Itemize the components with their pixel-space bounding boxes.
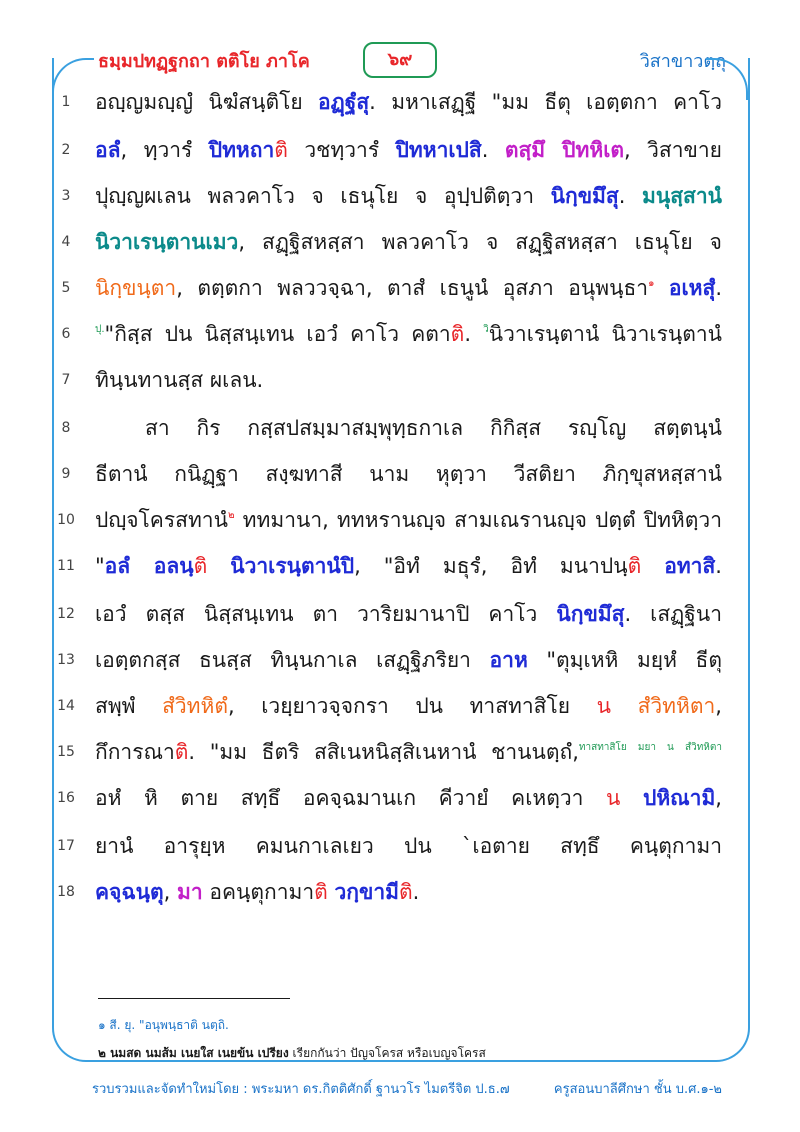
line-number: 7 xyxy=(61,372,71,388)
text-segment: ธีตานํ กนิฏฺฐา สงฺฆทาสี นาม หุตฺวา วีสติยา ภิกฺขุสหสฺสานํ xyxy=(95,462,722,486)
text-segment: , xyxy=(715,786,722,810)
text-segment: ปญฺจโครสทานํ xyxy=(95,508,228,532)
line-text xyxy=(95,222,722,262)
text-segment: , เวยฺยาวจฺจกรา ปน ทาสทาสิโย xyxy=(228,694,597,718)
text-segment: ทินฺนทานสฺส ผเลน. xyxy=(95,368,264,392)
text-line xyxy=(0,872,800,912)
text-segment: อคนฺตุกามา xyxy=(202,880,315,904)
text-segment xyxy=(641,554,664,578)
line-text xyxy=(95,360,722,400)
line-number: 15 xyxy=(57,744,75,760)
text-segment: ปหิณามิ xyxy=(643,786,716,810)
line-text xyxy=(95,500,722,540)
line-text xyxy=(95,686,722,726)
text-segment: นิวาเรนฺตานํปิ xyxy=(230,554,355,578)
text-segment: อลํ อลนฺ xyxy=(104,554,194,578)
line-number: 6 xyxy=(61,326,71,342)
line-number: 14 xyxy=(57,698,75,714)
superscript-marker: วิ xyxy=(483,324,489,335)
text-line xyxy=(0,222,800,262)
line-text xyxy=(95,268,722,308)
line-text xyxy=(95,640,722,680)
text-segment: กึการณา xyxy=(95,740,175,764)
line-number: 12 xyxy=(57,606,75,622)
text-segment: วกฺขามี xyxy=(334,880,399,904)
text-segment: . xyxy=(412,880,420,904)
text-segment: , "อิทํ มธุรํ, อิทํ มนาปนฺ xyxy=(354,554,628,578)
text-segment: . เสฏฺฐินา xyxy=(624,602,723,626)
text-segment: ปิทหาเปสิ xyxy=(395,138,482,162)
line-number: 4 xyxy=(61,234,71,250)
text-segment: . xyxy=(481,138,505,162)
text-segment: เอตฺตกสฺส ธนสฺส ทินฺนกาเล เสฏฺฐิภริยา xyxy=(95,648,490,672)
text-segment: . xyxy=(715,276,722,300)
text-line xyxy=(0,778,800,818)
line-text xyxy=(95,872,722,912)
text-segment xyxy=(620,786,643,810)
line-text xyxy=(95,546,722,586)
footnote-1: ๑ สี. ยุ. "อนุพนฺธาติ นตฺถิ. xyxy=(98,1018,229,1032)
text-segment: เอวํ ตสฺส นิสฺสนฺเทน ตา วาริยมานาปิ คาโว xyxy=(95,602,557,626)
text-segment: ททมานา, ททหรานญฺจ สามเณรานญฺจ ปตฺตํ ปิทหิตฺวา xyxy=(234,508,722,532)
text-segment xyxy=(611,694,638,718)
text-segment: "กิสฺส ปน นิสฺสนฺเทน เอวํ คาโว คตา xyxy=(104,322,451,346)
text-line xyxy=(0,594,800,634)
line-text xyxy=(95,314,722,354)
page-number-badge: ๖๙ xyxy=(363,42,437,78)
text-segment: นิวาเรนฺตานเมว xyxy=(95,230,239,254)
text-segment: น xyxy=(606,786,621,810)
text-segment: อทาสิ xyxy=(664,554,716,578)
footnote-2 xyxy=(98,1044,486,1063)
text-segment: ติ xyxy=(314,880,328,904)
text-segment: อเหสุํ xyxy=(668,276,716,300)
line-text xyxy=(95,778,722,818)
text-line xyxy=(0,500,800,540)
text-segment: อญฺญมญฺญํ นิฆํสนฺติโย xyxy=(95,90,319,114)
line-number: 11 xyxy=(57,558,75,574)
text-segment: ติ xyxy=(450,322,465,346)
superscript-marker: ทาสทาสิโย มยา น สํวิทหิตา xyxy=(578,742,722,753)
footnote-2-rest: เรียกกันว่า ปัญจโครส หรือเบญจโครส xyxy=(288,1046,486,1060)
line-number: 18 xyxy=(57,884,75,900)
book-title: ธมฺมปทฏฺฐกถา ตติโย ภาโค xyxy=(98,51,310,72)
line-text xyxy=(95,594,722,634)
text-line xyxy=(0,732,800,772)
text-segment: ตสฺมึ ปิทหิเต xyxy=(504,138,625,162)
text-segment: มนุสฺสานํ xyxy=(642,184,722,208)
line-number: 2 xyxy=(61,142,71,158)
superscript-marker: ๒ xyxy=(227,510,235,521)
line-number: 10 xyxy=(57,512,75,528)
line-number: 16 xyxy=(57,790,75,806)
text-line xyxy=(0,360,800,400)
text-segment: อาห xyxy=(489,648,528,672)
text-segment: , xyxy=(163,880,178,904)
line-number: 17 xyxy=(57,838,75,854)
text-segment: . xyxy=(464,322,484,346)
superscript-marker: ๑ xyxy=(648,278,655,289)
text-line xyxy=(0,454,800,494)
text-segment: สพฺพํ xyxy=(95,694,163,718)
text-line xyxy=(0,826,800,866)
text-segment: ปุญฺญผเลน พลวคาโว จ เธนุโย จ อุปฺปติตฺวา xyxy=(95,184,551,208)
text-segment: ติ xyxy=(193,554,208,578)
line-number: 9 xyxy=(61,466,71,482)
text-segment: ติ xyxy=(627,554,642,578)
text-segment: สา กิร กสฺสปสมฺมาสมฺพุทฺธกาเล กิกิสฺส รญฺโญ สตฺตนฺนํ xyxy=(145,416,722,440)
line-number: 3 xyxy=(61,188,71,204)
line-number: 1 xyxy=(61,94,71,110)
text-segment xyxy=(654,276,668,300)
text-line xyxy=(0,268,800,308)
line-text xyxy=(145,408,722,448)
text-segment: วชทฺวารํ xyxy=(287,138,396,162)
text-segment: อลํ xyxy=(95,138,121,162)
line-number: 13 xyxy=(57,652,75,668)
line-text xyxy=(95,82,722,122)
text-line xyxy=(0,176,800,216)
text-segment: , ทฺวารํ xyxy=(120,138,209,162)
text-segment: ปิทหถา xyxy=(208,138,275,162)
superscript-marker: ปุ. xyxy=(95,324,105,335)
text-segment: , ตตฺตกา พลววจฺฉา, ตาสํ เธนูนํ อุสภา อนุพนฺธา xyxy=(176,276,649,300)
text-segment: " xyxy=(95,554,105,578)
text-segment: , xyxy=(715,694,722,718)
text-segment: อฏฺฐํสุ xyxy=(318,90,370,114)
text-segment: ติ xyxy=(398,880,413,904)
text-line xyxy=(0,686,800,726)
line-number: 5 xyxy=(61,280,71,296)
text-segment: , วิสาขาย xyxy=(624,138,722,162)
text-segment: , สฏฺฐิสหสฺสา พลวคาโว จ สฏฺฐิสหสฺสา เธนุโย จ xyxy=(238,230,722,254)
text-segment: . xyxy=(618,184,643,208)
line-text xyxy=(95,176,722,216)
text-segment: สํวิทหิตา xyxy=(637,694,716,718)
line-text xyxy=(95,826,722,866)
text-segment: นิกฺขนฺตา xyxy=(95,276,177,300)
text-segment: มา xyxy=(177,880,203,904)
text-segment: คจฺฉนฺตุ xyxy=(95,880,164,904)
text-segment: ยานํ อารุยฺห คมนกาเลเยว ปน `เอตาย สทฺธึ คนฺตุกามา xyxy=(95,834,722,858)
text-line xyxy=(0,82,800,122)
text-line xyxy=(0,130,800,170)
text-segment: . มหาเสฏฺฐี "มม ธีตุ เอตฺตกา คาโว xyxy=(369,90,722,114)
line-text xyxy=(95,130,722,170)
line-text xyxy=(95,454,722,494)
text-segment: น xyxy=(596,694,611,718)
text-segment: "ตุมฺเหหิ มยฺหํ ธีตุ xyxy=(527,648,722,672)
footnote-2-bold: ๒ นมสด นมส้ม เนยใส เนยข้น เปรียง xyxy=(98,1046,289,1060)
footer-author: รวบรวมและจัดทำใหม่โดย : พระมหา ดร.กิตติศักดิ์ ฐานวโร ไมตรีจิต ป.ธ.๗ xyxy=(92,1082,510,1097)
text-segment: นิวาเรนฺตานํ นิวาเรนฺตานํ xyxy=(488,322,722,346)
chapter-title: วิสาขาวตฺถุ xyxy=(639,51,726,72)
line-text xyxy=(95,732,722,772)
line-number: 8 xyxy=(61,420,71,436)
text-segment: นิกฺขมึสุ xyxy=(556,602,625,626)
text-segment xyxy=(207,554,230,578)
text-segment: . "มม ธีตริ สสิเนหนิสฺสิเนหานํ ชานนตฺถํ, xyxy=(188,740,579,764)
footer-course: ครูสอนบาลีศึกษา ชั้น บ.ศ.๑-๒ xyxy=(553,1082,722,1097)
text-line xyxy=(0,314,800,354)
text-segment: . xyxy=(715,554,722,578)
text-line xyxy=(0,640,800,680)
text-segment: นิกฺขมึสุ xyxy=(550,184,619,208)
text-segment: อหํ หิ ตาย สทฺธึ อคจฺฉมานเก คีวายํ คเหตฺวา xyxy=(95,786,607,810)
footnote-divider xyxy=(98,998,290,999)
text-segment: ติ xyxy=(274,138,288,162)
text-line xyxy=(0,546,800,586)
text-line xyxy=(0,408,800,448)
text-segment: ติ xyxy=(174,740,189,764)
text-segment: สํวิทหิตํ xyxy=(162,694,228,718)
